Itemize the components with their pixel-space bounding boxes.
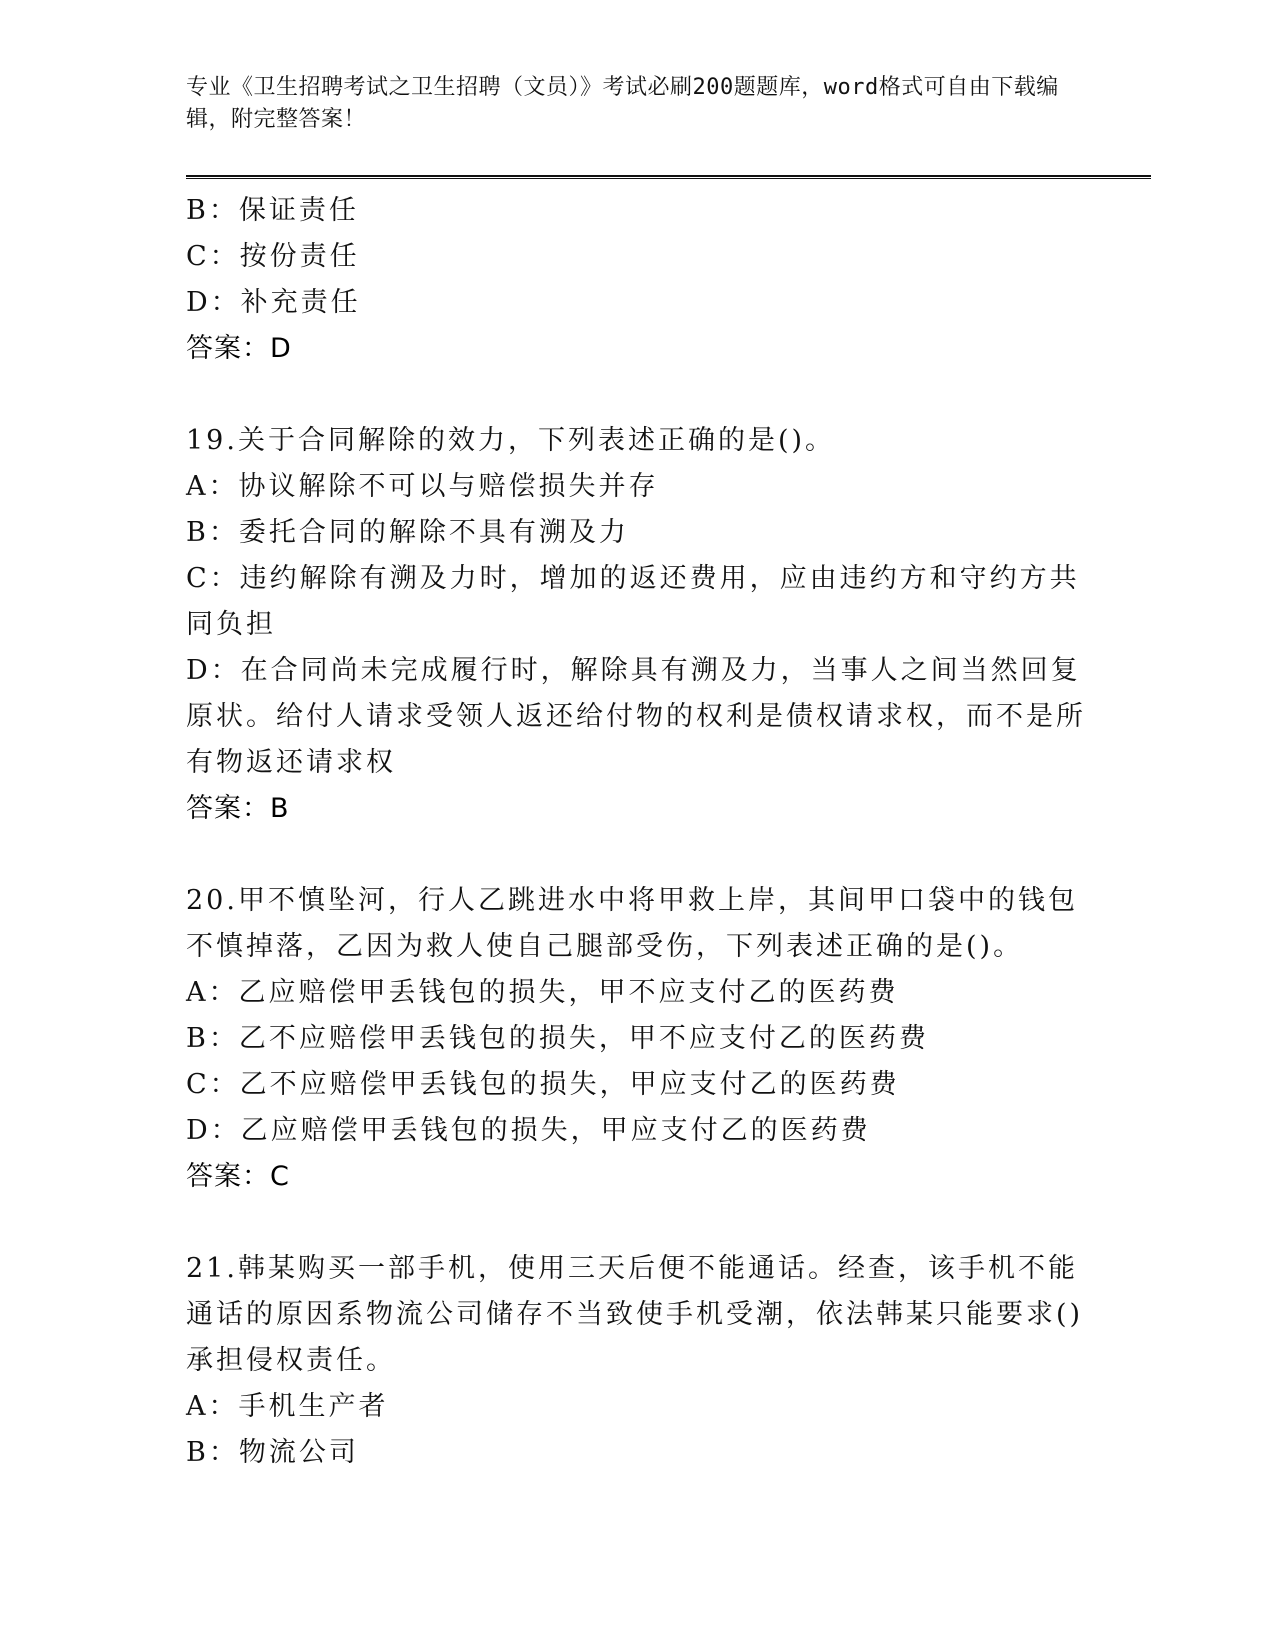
answer-line: 答案：C [186, 1161, 290, 1192]
option-d: D：补充责任 [186, 287, 361, 318]
option-a: A：手机生产者 [186, 1391, 389, 1422]
answer-line: 答案：B [186, 793, 290, 824]
option-c: C：违约解除有溯及力时，增加的返还费用，应由违约方和守约方共同负担 [186, 563, 1080, 640]
question-block-19 [186, 418, 1086, 832]
answer-line: 答案：D [186, 333, 292, 364]
option-d: D：乙应赔偿甲丢钱包的损失，甲应支付乙的医药费 [186, 1115, 871, 1146]
header-divider [186, 175, 1151, 179]
option-a: A：协议解除不可以与赔偿损失并存 [186, 471, 659, 502]
option-a: A：乙应赔偿甲丢钱包的损失，甲不应支付乙的医药费 [186, 977, 899, 1008]
option-c: C：按份责任 [186, 241, 360, 272]
option-d: D：在合同尚未完成履行时，解除具有溯及力，当事人之间当然回复原状。给付人请求受领人返还给付物的权利是债权请求权，而不是所有物返还请求权 [186, 655, 1086, 778]
option-b: B：保证责任 [186, 195, 359, 226]
option-b: B：乙不应赔偿甲丢钱包的损失，甲不应支付乙的医药费 [186, 1023, 929, 1054]
page-header: 专业《卫生招聘考试之卫生招聘（文员）》考试必刷200题题库，word格式可自由下载编辑，附完整答案！ [186, 75, 1059, 132]
option-b: B：委托合同的解除不具有溯及力 [186, 517, 629, 548]
question-block-20 [186, 878, 1086, 1200]
question-stem: 19.关于合同解除的效力，下列表述正确的是()。 [186, 425, 836, 456]
block-spacer [186, 1200, 1086, 1246]
question-list [186, 188, 1086, 1476]
question-stem: 21.韩某购买一部手机，使用三天后便不能通话。经查，该手机不能通话的原因系物流公司储存不当致使手机受潮，依法韩某只能要求()承担侵权责任。 [186, 1253, 1084, 1376]
question-block-18 [186, 188, 1086, 372]
option-c: C：乙不应赔偿甲丢钱包的损失，甲应支付乙的医药费 [186, 1069, 900, 1100]
question-block-21 [186, 1246, 1086, 1476]
block-spacer [186, 832, 1086, 878]
option-b: B：物流公司 [186, 1437, 359, 1468]
question-stem: 20.甲不慎坠河，行人乙跳进水中将甲救上岸，其间甲口袋中的钱包不慎掉落，乙因为救人使自己腿部受伤，下列表述正确的是()。 [186, 885, 1078, 962]
block-spacer [186, 372, 1086, 418]
